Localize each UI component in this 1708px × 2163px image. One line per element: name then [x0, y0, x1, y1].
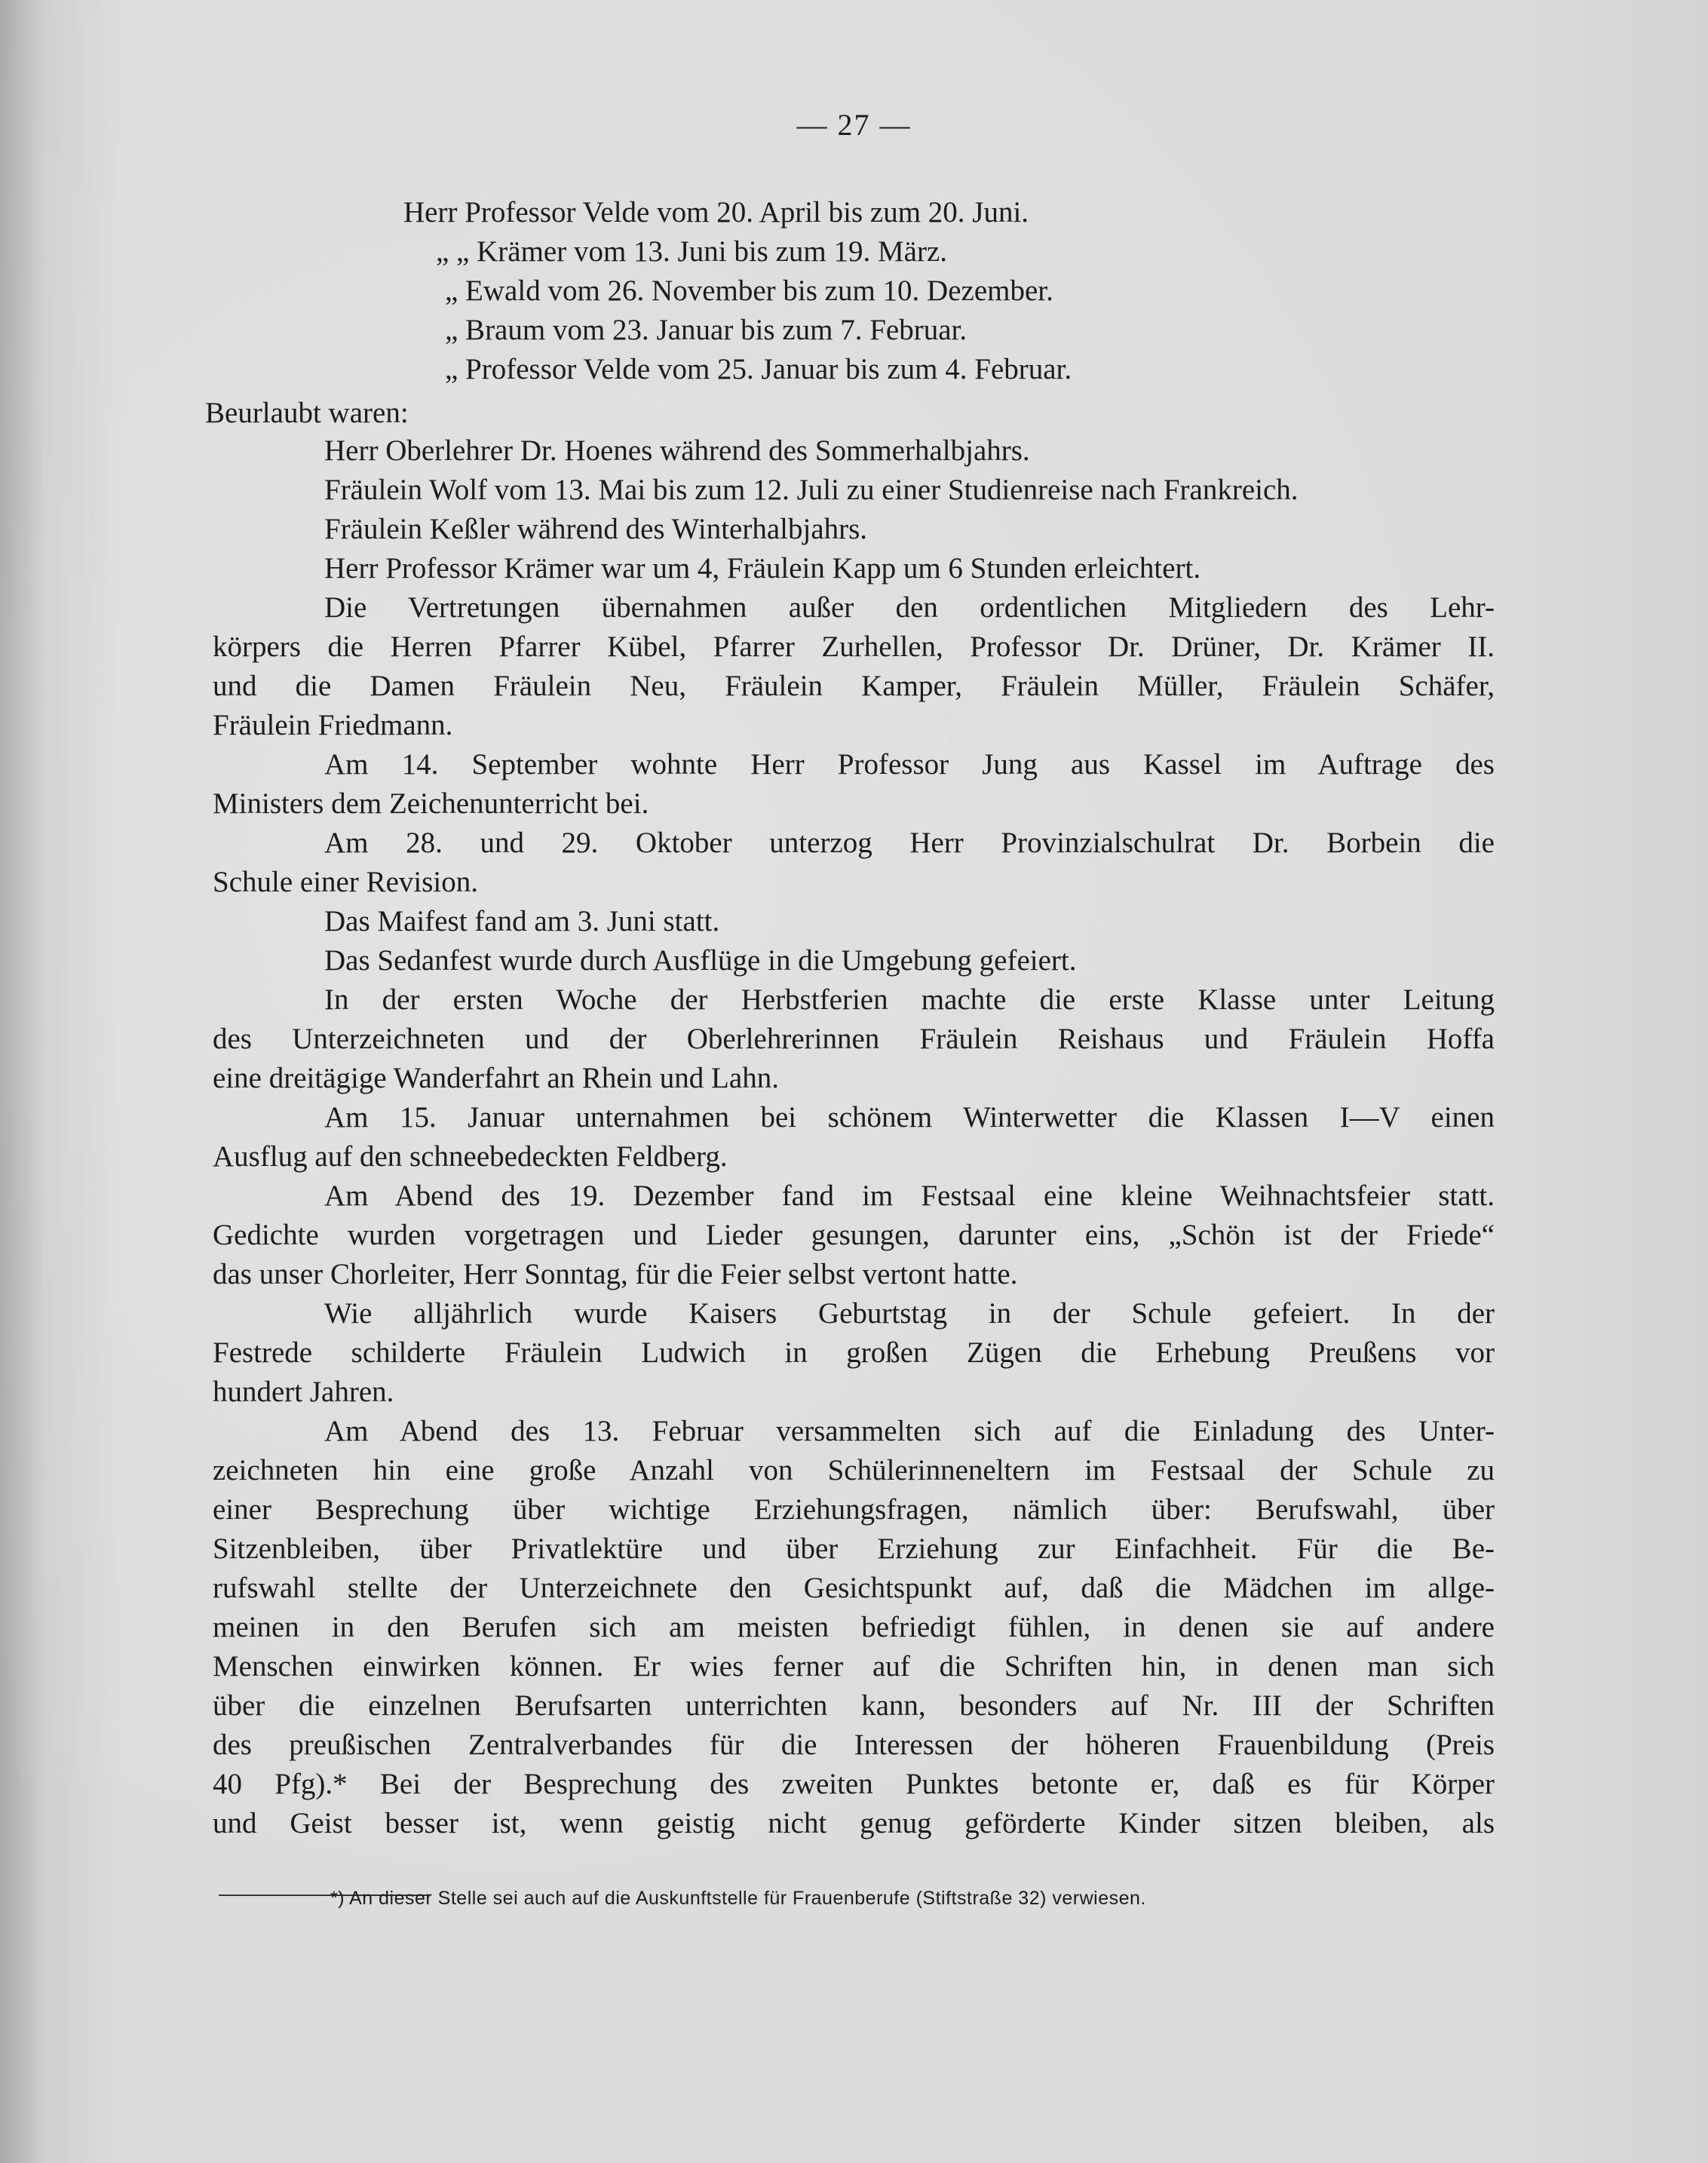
text-line: des preußischen Zentralverbandes für die Interessen der höheren Frauenbildung (Preis: [213, 1729, 1495, 1761]
text-line: Festrede schilderte Fräulein Ludwich in großen Zügen die Erhebung Preußens vor: [213, 1336, 1495, 1369]
text-line: „ „ Krämer vom 13. Juni bis zum 19. März.: [436, 235, 948, 268]
text-line: zeichneten hin eine große Anzahl von Schülerinneneltern im Festsaal der Schule zu: [213, 1454, 1495, 1486]
text-line: Ministers dem Zeichenunterricht bei.: [213, 787, 649, 820]
text-line: hundert Jahren.: [213, 1376, 394, 1408]
text-line: Schule einer Revision.: [213, 866, 479, 898]
text-line: eine dreitägige Wanderfahrt an Rhein und Lahn.: [213, 1062, 779, 1094]
text-line: Wie alljährlich wurde Kaisers Geburtstag in der Schule gefeiert. In der: [324, 1297, 1495, 1330]
text-line: Fräulein Wolf vom 13. Mai bis zum 12. Juli zu einer Studienreise nach Frankreich.: [324, 474, 1299, 506]
text-line: Am Abend des 19. Dezember fand im Festsaal eine kleine Weihnachtsfeier statt.: [324, 1180, 1495, 1212]
text-line: körpers die Herren Pfarrer Kübel, Pfarrer Zurhellen, Professor Dr. Drüner, Dr. Krämer II.: [213, 630, 1495, 663]
text-line: Sitzenbleiben, über Privatlektüre und über Erziehung zur Einfachheit. Für die Be-: [213, 1533, 1495, 1565]
text-line: Gedichte wurden vorgetragen und Lieder gesungen, darunter eins, „Schön ist der Friede“: [213, 1219, 1495, 1251]
text-line: Fräulein Friedmann.: [213, 709, 453, 741]
text-line: einer Besprechung über wichtige Erziehungsfragen, nämlich über: Berufswahl, über: [213, 1493, 1495, 1526]
text-line: Menschen einwirken können. Er wies ferner auf die Schriften hin, in denen man sich: [213, 1650, 1495, 1683]
footnote: *) An dieser Stelle sei auch auf die Auskunftstelle für Frauenberufe (Stiftstraße 32) verwiesen.: [330, 1888, 1146, 1909]
text-line: 40 Pfg).* Bei der Besprechung des zweiten Punktes betonte er, daß es für Körper: [213, 1768, 1495, 1800]
text-line: Das Sedanfest wurde durch Ausflüge in die Umgebung gefeiert.: [324, 944, 1077, 977]
text-line: das unser Chorleiter, Herr Sonntag, für die Feier selbst vertont hatte.: [213, 1258, 1018, 1290]
text-line: meinen in den Berufen sich am meisten befriedigt fühlen, in denen sie auf andere: [213, 1611, 1495, 1643]
text-line: „ Braum vom 23. Januar bis zum 7. Februar.: [445, 314, 967, 346]
text-line: Die Vertretungen übernahmen außer den ordentlichen Mitgliedern des Lehr-: [324, 591, 1495, 624]
text-line: Am Abend des 13. Februar versammelten sich auf die Einladung des Unter-: [324, 1415, 1495, 1447]
text-line: des Unterzeichneten und der Oberlehrerinnen Fräulein Reishaus und Fräulein Hoffa: [213, 1023, 1495, 1055]
text-line: rufswahl stellte der Unterzeichnete den Gesichtspunkt auf, daß die Mädchen im allge-: [213, 1572, 1495, 1604]
text-line: Herr Professor Velde vom 20. April bis zum 20. Juni.: [403, 196, 1029, 229]
text-line: Beurlaubt waren:: [205, 397, 409, 429]
page-number: — 27 —: [796, 108, 912, 142]
text-line: Fräulein Keßler während des Winterhalbjahrs.: [324, 513, 868, 545]
text-line: Herr Oberlehrer Dr. Hoenes während des Sommerhalbjahrs.: [324, 434, 1030, 467]
text-line: „ Professor Velde vom 25. Januar bis zum 4. Februar.: [445, 353, 1072, 385]
text-line: über die einzelnen Berufsarten unterrichten kann, besonders auf Nr. III der Schriften: [213, 1689, 1495, 1722]
text-line: und die Damen Fräulein Neu, Fräulein Kamper, Fräulein Müller, Fräulein Schäfer,: [213, 670, 1495, 702]
text-line: In der ersten Woche der Herbstferien machte die erste Klasse unter Leitung: [324, 983, 1495, 1016]
text-line: Herr Professor Krämer war um 4, Fräulein Kapp um 6 Stunden erleichtert.: [324, 552, 1201, 584]
text-line: Das Maifest fand am 3. Juni statt.: [324, 905, 720, 937]
text-line: Am 14. September wohnte Herr Professor Jung aus Kassel im Auftrage des: [324, 748, 1495, 781]
text-line: Ausflug auf den schneebedeckten Feldberg.: [213, 1140, 728, 1173]
text-line: „ Ewald vom 26. November bis zum 10. Dezember.: [445, 275, 1053, 307]
text-line: und Geist besser ist, wenn geistig nicht genug geförderte Kinder sitzen bleiben, als: [213, 1807, 1495, 1839]
text-line: Am 15. Januar unternahmen bei schönem Winterwetter die Klassen I—V einen: [324, 1101, 1495, 1134]
text-line: Am 28. und 29. Oktober unterzog Herr Provinzialschulrat Dr. Borbein die: [324, 827, 1495, 859]
